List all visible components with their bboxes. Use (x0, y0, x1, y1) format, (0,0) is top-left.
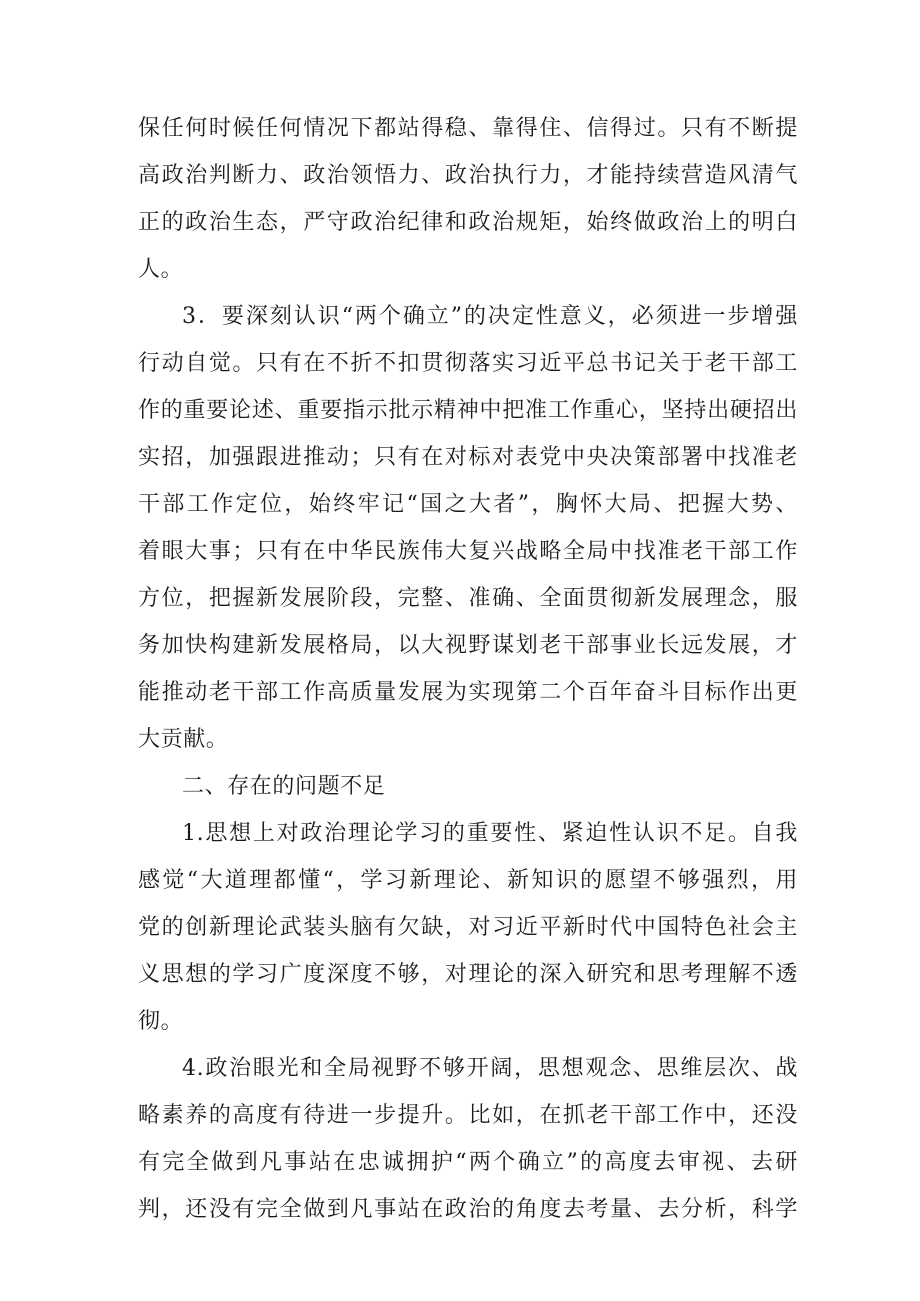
section-heading (138, 763, 798, 810)
text-line: 3．要深刻认识“两个确立”的决定性意义，必须进一步增强 (182, 304, 798, 329)
text-line: 干部工作定位，始终牢记“国之大者”，胸怀大局、把握大势、 (138, 492, 798, 517)
text-line: 作的重要论述、重要指示批示精神中把准工作重心，坚持出硬招出 (138, 398, 798, 423)
text-line: 有完全做到凡事站在忠诚拥护“两个确立”的高度去审视、去研 (138, 1150, 798, 1175)
text-line: 感觉“大道理都懂“，学习新理论、新知识的愿望不够强烈，用 (138, 868, 798, 893)
text-line: 判，还没有完全做到凡事站在政治的角度去考量、去分析，科学 (138, 1197, 798, 1222)
text-line: 义思想的学习广度深度不够，对理论的深入研究和思考理解不透 (138, 962, 798, 987)
text-line: 行动自觉。只有在不折不扣贯彻落实习近平总书记关于老干部工 (138, 351, 798, 376)
text-line: 高政治判断力、政治领悟力、政治执行力，才能持续营造风清气 (138, 163, 798, 188)
paragraph-3 (138, 810, 798, 1045)
text-line: 正的政治生态，严守政治纪律和政治规矩，始终做政治上的明白 (138, 210, 798, 235)
text-line: 人。 (138, 257, 184, 282)
paragraph-1 (138, 105, 798, 293)
text-line: 党的创新理论武装头脑有欠缺，对习近平新时代中国特色社会主 (138, 915, 798, 940)
heading-line: 二、存在的问题不足 (182, 774, 386, 799)
text-line: 大贡献。 (138, 727, 229, 752)
text-line: 1.思想上对政治理论学习的重要性、紧迫性认识不足。自我 (182, 821, 798, 846)
text-line: 能推动老干部工作高质量发展为实现第二个百年奋斗目标作出更 (138, 680, 798, 705)
text-line: 方位，把握新发展阶段，完整、准确、全面贯彻新发展理念，服 (138, 586, 798, 611)
text-line: 着眼大事；只有在中华民族伟大复兴战略全局中找准老干部工作 (138, 539, 798, 564)
text-line: 保任何时候任何情况下都站得稳、靠得住、信得过。只有不断提 (138, 116, 798, 141)
document-page (138, 105, 798, 1233)
text-line: 4.政治眼光和全局视野不够开阔，思想观念、思维层次、战 (182, 1056, 798, 1081)
text-line: 实招，加强跟进推动；只有在对标对表党中央决策部署中找准老 (138, 445, 798, 470)
paragraph-2 (138, 293, 798, 763)
paragraph-4 (138, 1045, 798, 1233)
text-line: 略素养的高度有待进一步提升。比如，在抓老干部工作中，还没 (138, 1103, 798, 1128)
text-line: 彻。 (138, 1009, 184, 1034)
text-line: 务加快构建新发展格局，以大视野谋划老干部事业长远发展，才 (138, 633, 798, 658)
